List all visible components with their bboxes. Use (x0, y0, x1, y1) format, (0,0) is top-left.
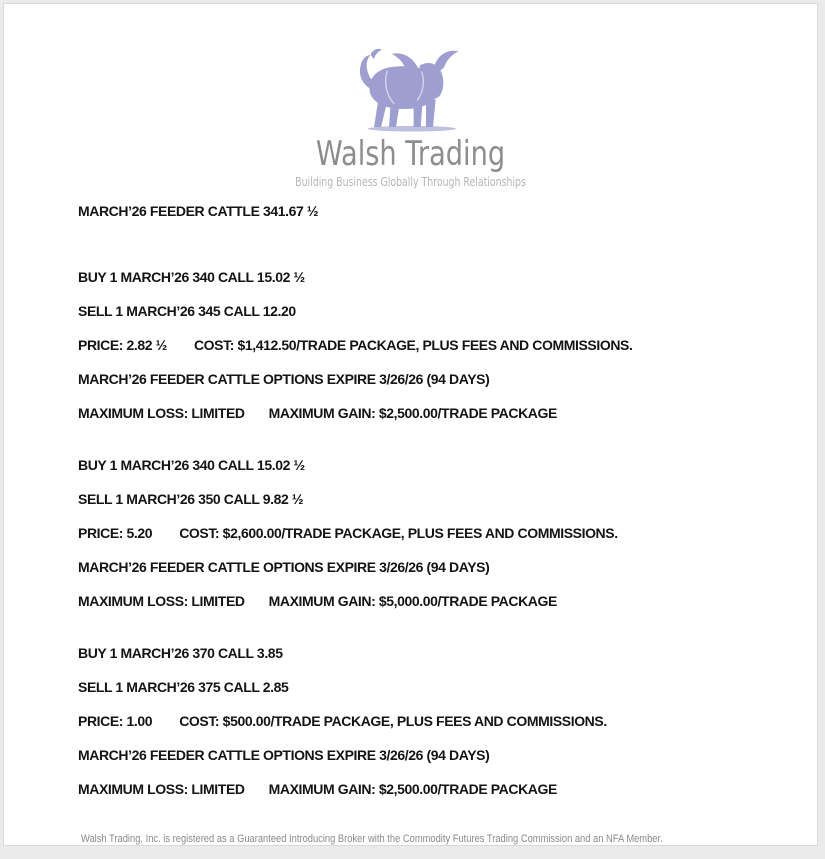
document-page (3, 3, 818, 846)
price-cost-line (78, 711, 632, 731)
market-quote-line: MARCH’26 FEEDER CATTLE 341.67 ½ (78, 203, 319, 219)
price-text: PRICE: 1.00 (78, 713, 153, 729)
cost-text: COST: $1,412.50/TRADE PACKAGE, PLUS FEES AND COMMISSIONS. (193, 337, 633, 353)
brand-name: Walsh Trading (315, 134, 506, 174)
max-loss-gain-line (78, 591, 632, 611)
trade-package-2 (78, 455, 632, 611)
sell-line: SELL 1 MARCH’26 345 CALL 12.20 (78, 303, 296, 319)
price-text: PRICE: 2.82 ½ (78, 337, 167, 353)
max-loss-text: MAXIMUM LOSS: LIMITED (78, 593, 245, 609)
max-gain-text: MAXIMUM GAIN: $5,000.00/TRADE PACKAGE (268, 593, 557, 609)
document-body (78, 201, 632, 831)
sell-line: SELL 1 MARCH’26 375 CALL 2.85 (78, 679, 289, 695)
price-cost-line (78, 523, 632, 543)
price-text: PRICE: 5.20 (78, 525, 153, 541)
max-gain-text: MAXIMUM GAIN: $2,500.00/TRADE PACKAGE (268, 405, 557, 421)
sell-line: SELL 1 MARCH’26 350 CALL 9.82 ½ (78, 491, 304, 507)
max-loss-gain-line (78, 403, 632, 423)
price-cost-line (78, 335, 632, 355)
max-gain-text: MAXIMUM GAIN: $2,500.00/TRADE PACKAGE (268, 781, 557, 797)
bull-icon (4, 46, 817, 134)
expiry-line: MARCH’26 FEEDER CATTLE OPTIONS EXPIRE 3/26/26 (94 DAYS) (78, 371, 490, 387)
expiry-line: MARCH’26 FEEDER CATTLE OPTIONS EXPIRE 3/26/26 (94 DAYS) (78, 747, 490, 763)
expiry-line: MARCH’26 FEEDER CATTLE OPTIONS EXPIRE 3/26/26 (94 DAYS) (78, 559, 490, 575)
cost-text: COST: $2,600.00/TRADE PACKAGE, PLUS FEES AND COMMISSIONS. (179, 525, 618, 541)
max-loss-text: MAXIMUM LOSS: LIMITED (78, 405, 245, 421)
walsh-logo (4, 46, 817, 189)
buy-line: BUY 1 MARCH’26 370 CALL 3.85 (78, 645, 283, 661)
buy-line: BUY 1 MARCH’26 340 CALL 15.02 ½ (78, 269, 305, 285)
footer-disclaimer: Walsh Trading, Inc. is registered as a Guaranteed Introducing Broker with the Commodity Futures Trading Commission and an NFA Member. (81, 833, 663, 845)
trade-package-1 (78, 267, 632, 423)
buy-line: BUY 1 MARCH’26 340 CALL 15.02 ½ (78, 457, 305, 473)
brand-tagline: Building Business Globally Through Relationships (295, 174, 526, 189)
cost-text: COST: $500.00/TRADE PACKAGE, PLUS FEES AND COMMISSIONS. (179, 713, 607, 729)
max-loss-text: MAXIMUM LOSS: LIMITED (78, 781, 245, 797)
max-loss-gain-line (78, 779, 632, 799)
trade-package-3 (78, 643, 632, 799)
